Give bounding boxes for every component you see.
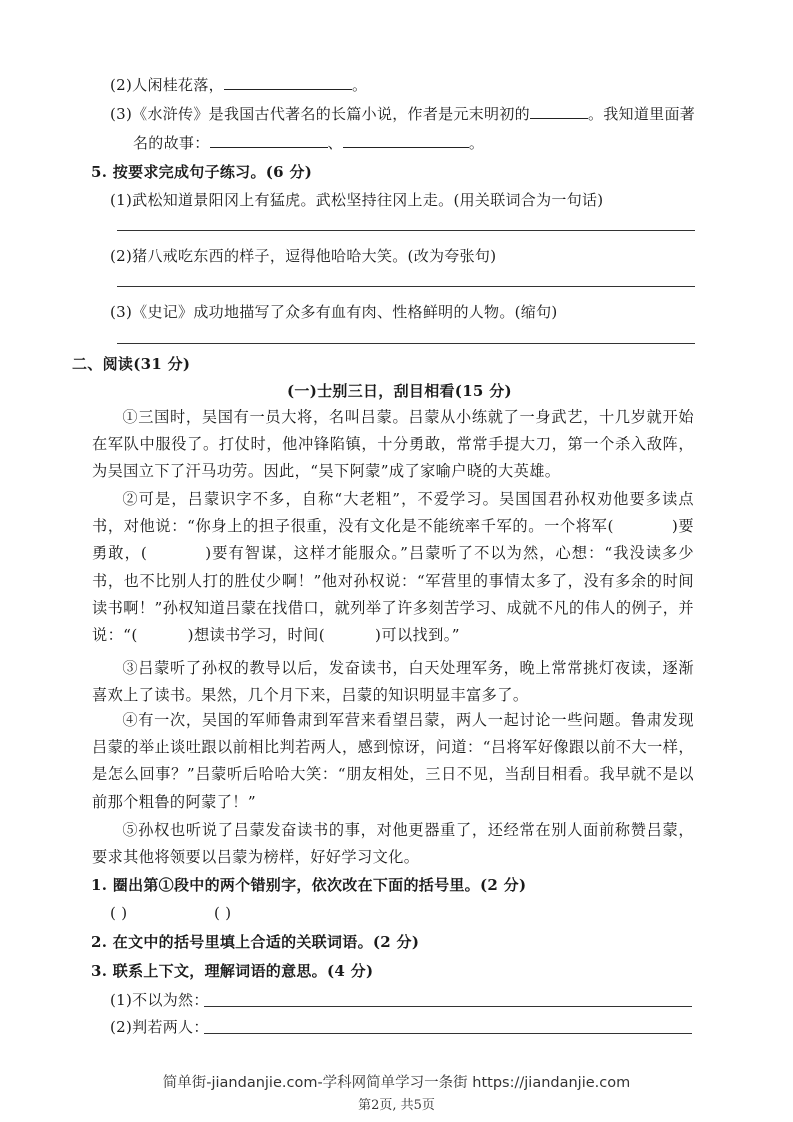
- passage-title: (一)士别三日，刮目相看(15 分): [287, 382, 512, 400]
- paragraph-2: ②可是，吕蒙识字不多，自称“大老粗”，不爱学习。吴国国君孙权劝他要多读点书，对他说：“你身上的担子很重，没有文化是不能统率千军的。一个将军( )要勇敢，( )要有智谋，这样才能服众。”吕蒙听了不以为然，心想：“我没读多少书，也不比别人打的胜仗少啊！”他对孙权说：“军营里的事情太多了，没有多余的时间读书啊！”孙权知道吕蒙在找借口，就列举了许多刻苦学习、成就不凡的伟人的例子，并说：“( )想读书学习，时间( )可以找到。”: [92, 490, 695, 645]
- question-3: 3. 联系上下文，理解词语的意思。(4 分): [91, 962, 374, 980]
- q5-item-3: (3)《史记》成功地描写了众多有血有肉、性格鲜明的人物。(缩句): [110, 303, 558, 321]
- fill-question-3-line1: (3)《水浒传》是我国古代著名的长篇小说，作者是元末明初的 。我知道里面著: [110, 105, 696, 123]
- answer-blank[interactable]: [343, 133, 469, 148]
- paragraph-4: ④有一次，吴国的军师鲁肃到军营来看望吕蒙，两人一起讨论一些问题。鲁肃发现吕蒙的举止谈吐跟以前相比判若两人，感到惊讶，问道：“吕将军好像跟以前不大一样，是怎么回事？”吕蒙听后哈哈大笑：“朋友相处，三日不见，当刮目相看。我早就不是以前那个粗鲁的阿蒙了！”: [92, 711, 694, 811]
- answer-blank[interactable]: [210, 133, 328, 148]
- answer-line[interactable]: [204, 1033, 692, 1034]
- answer-line[interactable]: [117, 230, 695, 231]
- answer-paren-2[interactable]: ( ): [214, 904, 232, 922]
- section-title-reading: 二、阅读(31 分): [72, 355, 191, 373]
- paragraph-5: ⑤孙权也听说了吕蒙发奋读书的事，对他更器重了，还经常在别人面前称赞吕蒙，要求其他将领要以吕蒙为榜样，好好学习文化。: [92, 821, 694, 867]
- answer-line[interactable]: [204, 1006, 692, 1007]
- answer-line[interactable]: [117, 343, 695, 344]
- question-5-title: 5. 按要求完成句子练习。(6 分): [91, 163, 313, 181]
- page-number: 第2页, 共5页: [358, 1098, 435, 1113]
- answer-blank[interactable]: [530, 104, 588, 119]
- fill-question-2: (2)人闲桂花落， 。: [110, 76, 368, 94]
- q3-item-2: (2)判若两人：: [110, 1018, 209, 1036]
- q3-item-1: (1)不以为然：: [110, 991, 209, 1009]
- fill-question-3-line2: 名的故事： 、 。: [133, 134, 485, 152]
- paragraph-1: ①三国时，吴国有一员大将，名叫吕蒙。吕蒙从小练就了一身武艺，十几岁就开始在军队中服役了。打仗时，他冲锋陷镇，十分勇敢，常常手提大刀，第一个杀入敌阵，为吴国立下了汗马功劳。因此，“吴下阿蒙”成了家喻户晓的大英雄。: [92, 408, 694, 481]
- footer-watermark: 简单街-jiandanjie.com-学科网简单学习一条街 https://jiandanjie.com: [162, 1075, 631, 1091]
- answer-line[interactable]: [117, 286, 695, 287]
- answer-paren-1[interactable]: ( ): [110, 904, 128, 922]
- question-2: 2. 在文中的括号里填上合适的关联词语。(2 分): [91, 933, 420, 951]
- paragraph-3: ③吕蒙听了孙权的教导以后，发奋读书，白天处理军务，晚上常常挑灯夜读，逐渐喜欢上了读书。果然，几个月下来，吕蒙的知识明显丰富多了。: [92, 659, 694, 705]
- q5-item-1: (1)武松知道景阳冈上有猛虎。武松坚持往冈上走。(用关联词合为一句话): [110, 191, 604, 209]
- q5-item-2: (2)猪八戒吃东西的样子，逗得他哈哈大笑。(改为夸张句): [110, 247, 497, 265]
- answer-blank[interactable]: [224, 75, 352, 90]
- question-1: 1. 圈出第①段中的两个错别字，依次改在下面的括号里。(2 分): [91, 876, 527, 894]
